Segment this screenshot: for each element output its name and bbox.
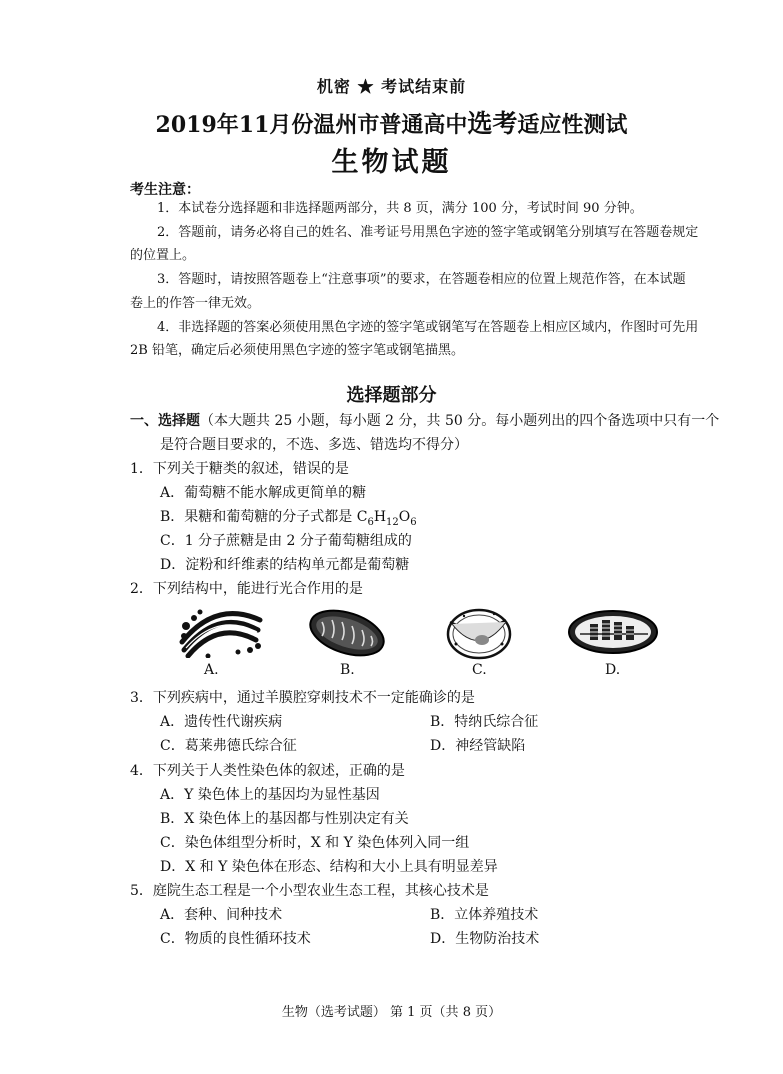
formula-sub-o: 6 [410,516,417,528]
question-5-option-b: B．立体养殖技术 [430,907,539,923]
notice-item-2-cont: 的位置上。 [130,248,196,263]
question-1-option-b [160,508,417,532]
question-5-option-a: A．套种、间种技术 [160,907,283,923]
notice-item-3-cont: 卷上的作答一律无效。 [130,296,261,311]
question-2-stem: 2．下列结构中，能进行光合作用的是 [130,581,363,597]
section-intro-label: 一、选择题 [130,413,200,429]
question-5-stem: 5．庭院生态工程是一个小型农业生态工程，其核心技术是 [130,883,489,899]
formula-sub-h: 12 [386,516,399,528]
question-5-option-c: C．物质的良性循环技术 [160,931,311,947]
notice-item-1: 1．本试卷分选择题和非选择题两部分，共 8 页，满分 100 分，考试时间 90 分钟。 [157,201,643,216]
notice-heading: 考生注意： [130,182,200,198]
question-4-option-a: A．Y 染色体上的基因均为显性基因 [160,787,380,803]
question-2-label-b: B. [340,662,355,678]
section-intro-line1: （本大题共 25 小题，每小题 2 分，共 50 分。每小题列出的四个备选项中只有一个 [200,413,720,429]
exam-title-emphasis: 选考 [467,109,518,138]
notice-item-4: 4．非选择题的答案必须使用黑色字迹的签字笔或钢笔写在答题卷上相应区域内，作图时可先用 [157,320,699,335]
nucleus-image [444,604,514,660]
exam-title-suffix: 适应性测试 [517,112,628,138]
notice-item-2: 2．答题前，请务必将自己的姓名、准考证号用黑色字迹的签字笔或钢笔分别填写在答题卷规定 [157,225,699,240]
question-2-label-a: A. [204,662,219,678]
exam-title [0,104,783,140]
exam-title-prefix: 2019年11月份温州市普通高中 [155,112,468,138]
question-3-stem: 3．下列疾病中，通过羊膜腔穿刺技术不一定能确诊的是 [130,690,475,706]
formula-sub-c: 6 [367,516,374,528]
question-2-label-d: D. [605,662,621,678]
question-5-option-d: D．生物防治技术 [430,931,540,947]
question-2-label-c: C. [472,662,487,678]
page-footer: 生物（选考试题） 第 1 页（共 8 页） [281,1005,502,1020]
chloroplast-image [566,608,660,656]
question-3-option-d: D．神经管缺陷 [430,738,526,754]
confidential-label: 机密 ★ 考试结束前 [316,77,467,96]
question-1-option-d: D．淀粉和纤维素的结构单元都是葡萄糖 [160,557,410,573]
question-4-stem: 4．下列关于人类性染色体的叙述，正确的是 [130,763,405,779]
notice-item-4-cont: 2B 铅笔，确定后必须使用黑色字迹的签字笔或钢笔描黑。 [130,343,464,358]
section-intro-line2: 是符合题目要求的，不选、多选、错选均不得分） [160,437,468,453]
question-4-option-b: B．X 染色体上的基因都与性别决定有关 [160,811,409,827]
section-title: 选择题部分 [346,385,437,406]
formula-h: H [373,509,387,525]
question-1-option-b-text: B．果糖和葡萄糖的分子式都是 C [160,509,368,525]
notice-item-3: 3．答题时，请按照答题卷上“注意事项”的要求，在答题卷相应的位置上规范作答，在本试题 [157,272,686,287]
golgi-body-image [178,606,264,658]
question-1-option-c: C．1 分子蔗糖是由 2 分子葡萄糖组成的 [160,533,412,549]
question-4-option-d: D．X 和 Y 染色体在形态、结构和大小上具有明显差异 [160,859,498,875]
question-1-option-a: A．葡萄糖不能水解成更简单的糖 [160,485,367,501]
section-intro [130,412,719,430]
question-3-option-a: A．遗传性代谢疾病 [160,714,283,730]
formula-o: O [398,509,411,525]
subject-title: 生物试题 [331,147,452,178]
mitochondrion-image [304,606,390,660]
question-3-option-c: C．葛莱弗德氏综合征 [160,738,297,754]
question-4-option-c: C．染色体组型分析时，X 和 Y 染色体列入同一组 [160,835,470,851]
question-1-stem: 1．下列关于糖类的叙述，错误的是 [130,461,349,477]
question-3-option-b: B．特纳氏综合征 [430,714,539,730]
